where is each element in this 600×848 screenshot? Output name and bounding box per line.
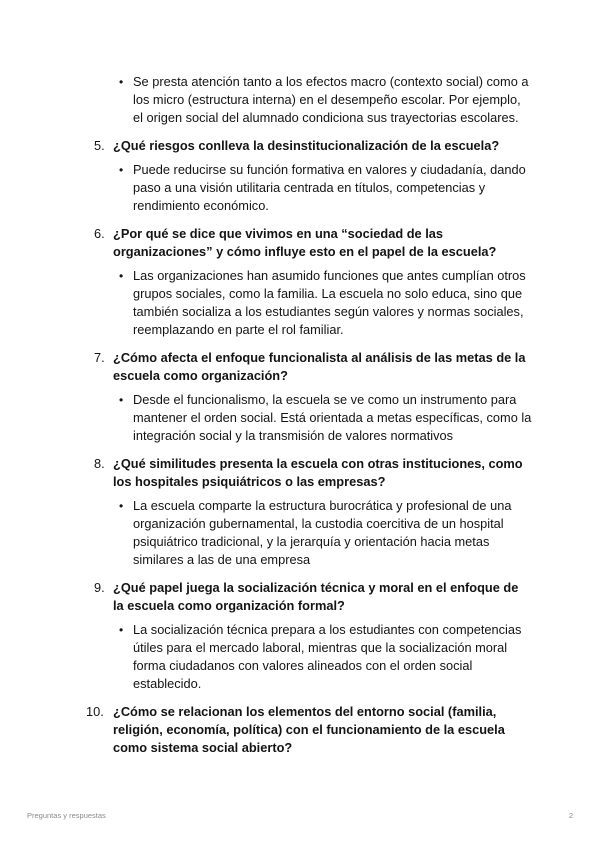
question-number: 7. (94, 350, 105, 365)
question-number: 6. (94, 226, 105, 241)
qa-item-9 (92, 579, 532, 693)
content-area (86, 73, 532, 767)
bullet-icon: • (119, 499, 124, 513)
bullet-icon: • (119, 75, 124, 89)
question-10 (86, 703, 532, 757)
question-9 (92, 579, 532, 615)
lead-bullet-text: Se presta atención tanto a los efectos macro (contexto social) como a los micro (estructura interna) en el desempeño escolar. Por ejemplo, el origen social del alumnado condiciona sus trayectorias escolares. (133, 74, 529, 125)
question-number: 10. (86, 704, 104, 719)
answer-7 (92, 391, 532, 445)
question-text: ¿Cómo afecta el enfoque funcionalista al análisis de las metas de la escuela como organización? (113, 350, 526, 383)
footer-page-number: 2 (568, 811, 573, 820)
question-text: ¿Por qué se dice que vivimos en una “sociedad de las organizaciones” y cómo influye esto en el papel de la escuela? (113, 226, 497, 259)
bullet-icon: • (119, 623, 124, 637)
qa-item-5 (92, 137, 532, 215)
question-8 (92, 455, 532, 491)
question-5 (92, 137, 532, 155)
answer-text: Desde el funcionalismo, la escuela se ve como un instrumento para mantener el orden social. Está orientada a metas específicas, como la integración social y la transmisión de valores normativos (133, 392, 532, 443)
bullet-icon: • (119, 269, 124, 283)
qa-item-6 (92, 225, 532, 339)
bullet-icon: • (119, 393, 124, 407)
footer-title: Preguntas y respuestas (27, 811, 106, 820)
qa-item-8 (92, 455, 532, 569)
question-number: 8. (94, 456, 105, 471)
answer-text: Puede reducirse su función formativa en valores y ciudadanía, dando paso a una visión utilitaria centrada en títulos, competencias y rendimiento económico. (133, 162, 526, 213)
answer-text: La escuela comparte la estructura burocrática y profesional de una organización gubernamental, la custodia coercitiva de un hospital psiquiátrico tradicional, y la jerarquía y orientación hacia metas similares a las de una empresa (133, 498, 512, 567)
question-text: ¿Qué papel juega la socialización técnica y moral en el enfoque de la escuela como organización formal? (113, 580, 519, 613)
question-number: 9. (94, 580, 105, 595)
question-6 (92, 225, 532, 261)
answer-9 (92, 621, 532, 693)
question-text: ¿Cómo se relacionan los elementos del entorno social (familia, religión, economía, política) con el funcionamiento de la escuela como sistema social abierto? (113, 704, 505, 755)
question-text: ¿Qué riesgos conlleva la desinstitucionalización de la escuela? (113, 138, 500, 153)
question-number: 5. (94, 138, 105, 153)
answer-text: Las organizaciones han asumido funciones que antes cumplían otros grupos sociales, como la familia. La escuela no solo educa, sino que también socializa a los estudiantes según valores y normas sociales, reemplazando en parte el rol familiar. (133, 268, 526, 337)
question-7 (92, 349, 532, 385)
lead-bullet (92, 73, 532, 127)
bullet-icon: • (119, 163, 124, 177)
qa-item-7 (92, 349, 532, 445)
question-text: ¿Qué similitudes presenta la escuela con otras instituciones, como los hospitales psiquiátricos o las empresas? (113, 456, 523, 489)
answer-8 (92, 497, 532, 569)
answer-6 (92, 267, 532, 339)
answer-text: La socialización técnica prepara a los estudiantes con competencias útiles para el mercado laboral, mientras que la socialización moral forma ciudadanos con valores alineados con el orden social establecido. (133, 622, 522, 691)
qa-item-10 (86, 703, 532, 757)
answer-5 (92, 161, 532, 215)
